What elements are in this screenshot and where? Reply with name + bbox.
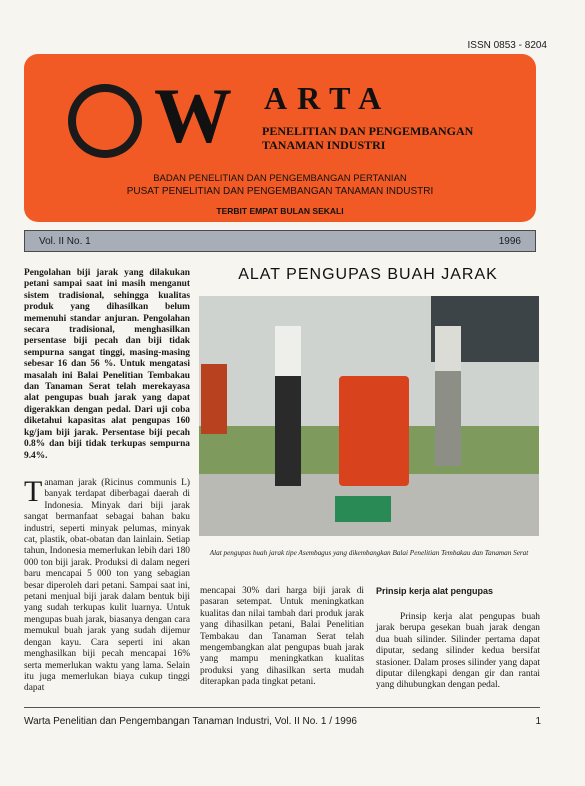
- masthead-banner: [24, 54, 536, 222]
- section-subheading: Prinsip kerja alat pengupas: [376, 586, 494, 596]
- page-number: 1: [535, 716, 541, 727]
- publication-frequency: TERBIT EMPAT BULAN SEKALI: [216, 206, 344, 216]
- issn-number: ISSN 0853 - 8204: [467, 40, 547, 51]
- footer-citation: Warta Penelitian dan Pengembangan Tanaman Industri, Vol. II No. 1 / 1996: [24, 716, 357, 727]
- article-body-col2: mencapai 30% dari harga biji jarak di pasaran setempat. Untuk meningkatkan kualitas dan nilai tambah dari produk jarak yang dihasilkan petani, Balai Penelitian Tembakau dan Tanaman Serat telah mengembangkan alat pengupas buah jarak yang mampu meningkatkan kualitas produksi yang dihasilkan serta mudah diterapkan pada tingkat petani.: [200, 586, 364, 688]
- drop-cap: T: [24, 475, 43, 508]
- year-label: 1996: [498, 236, 521, 247]
- institution-logo-icon: [68, 84, 142, 158]
- volume-label: Vol. II No. 1: [39, 236, 91, 247]
- photo-caption: Alat pengupas buah jarak tipe Asembagus yang dikembangkan Balai Penelitian Tembakau dan Tanaman Serat: [209, 549, 529, 557]
- footer-divider: [24, 707, 540, 708]
- article-abstract: Pengolahan biji jarak yang dilakukan petani sampai saat ini masih menganut sistem tradisional, sehingga kualitas produk yang dihasilkan belum memenuhi standar anjuran. Pengolahan secara tradisional, menghasilkan persentase biji pecah dan biji tidak sempurna sangat tinggi, masing-masing sebesar 16 dan 56 %. Untuk mengatasi masalah ini Balai Penelitian Tembakau dan Tanaman Serat telah merekayasa alat pengupas buah jarak yang dapat digerakkan dengan pedal. Dari uji coba diketahui kapasitas alat pengupas 160 kg/jam biji jarak. Persentase biji pecah 0.8% dan biji tidak terkupas sempurna 9.4%.: [24, 268, 190, 461]
- institution-line-1: BADAN PENELITIAN DAN PENGEMBANGAN PERTANIAN: [153, 173, 407, 184]
- masthead-initial: W: [154, 72, 232, 159]
- masthead-subtitle: PENELITIAN DAN PENGEMBANGAN TANAMAN INDUSTRI: [262, 124, 474, 152]
- article-body-col3: Prinsip kerja alat pengupas buah jarak berupa gesekan buah jarak dengan dua buah silinder. Silinder pertama dapat diputar, sedang silinder kedua bersifat stasioner. Dalam proses silinder yang dapat diputar dilengkapi dengan gir dan rantai yang dihubungkan dengan pedal.: [376, 612, 540, 691]
- article-title: ALAT PENGUPAS BUAH JARAK: [238, 266, 498, 283]
- institution-line-2: PUSAT PENELITIAN DAN PENGEMBANGAN TANAMAN INDUSTRI: [126, 186, 434, 197]
- volume-bar: [24, 230, 536, 252]
- article-body-col1: Tanaman jarak (Ricinus communis L) banyak terdapat diberbagai daerah di Indonesia. Minyak dari biji jarak sangat bermanfaat sebagai bahan baku industri, seperti minyak pelumas, minyak cat, plastik, obat-obatan dan lainlain. Setiap tahun, Indonesia memerlukan lebih dari 180 000 ton biji jarak. Produksi di dalam negeri baru mencapai 5 000 ton yang sebagian besar diperoleh dari petani. Sampai saat ini, petani menjual biji jarak dalam bentuk biji yang sudah terkupas kulit luarnya. Untuk mengupas buah jarak, biasanya dengan cara memukul buah jarak yang sudah dijemur dengan kayu. Cara seperti ini akan menghasilkan biji pecah mencapai 16% serta memerlukan waktu yang lama. Selain itu juga memerlukan biaya cukup tinggi dapat: [24, 475, 190, 694]
- masthead-title: ARTA: [264, 80, 392, 116]
- article-photo: [199, 296, 539, 536]
